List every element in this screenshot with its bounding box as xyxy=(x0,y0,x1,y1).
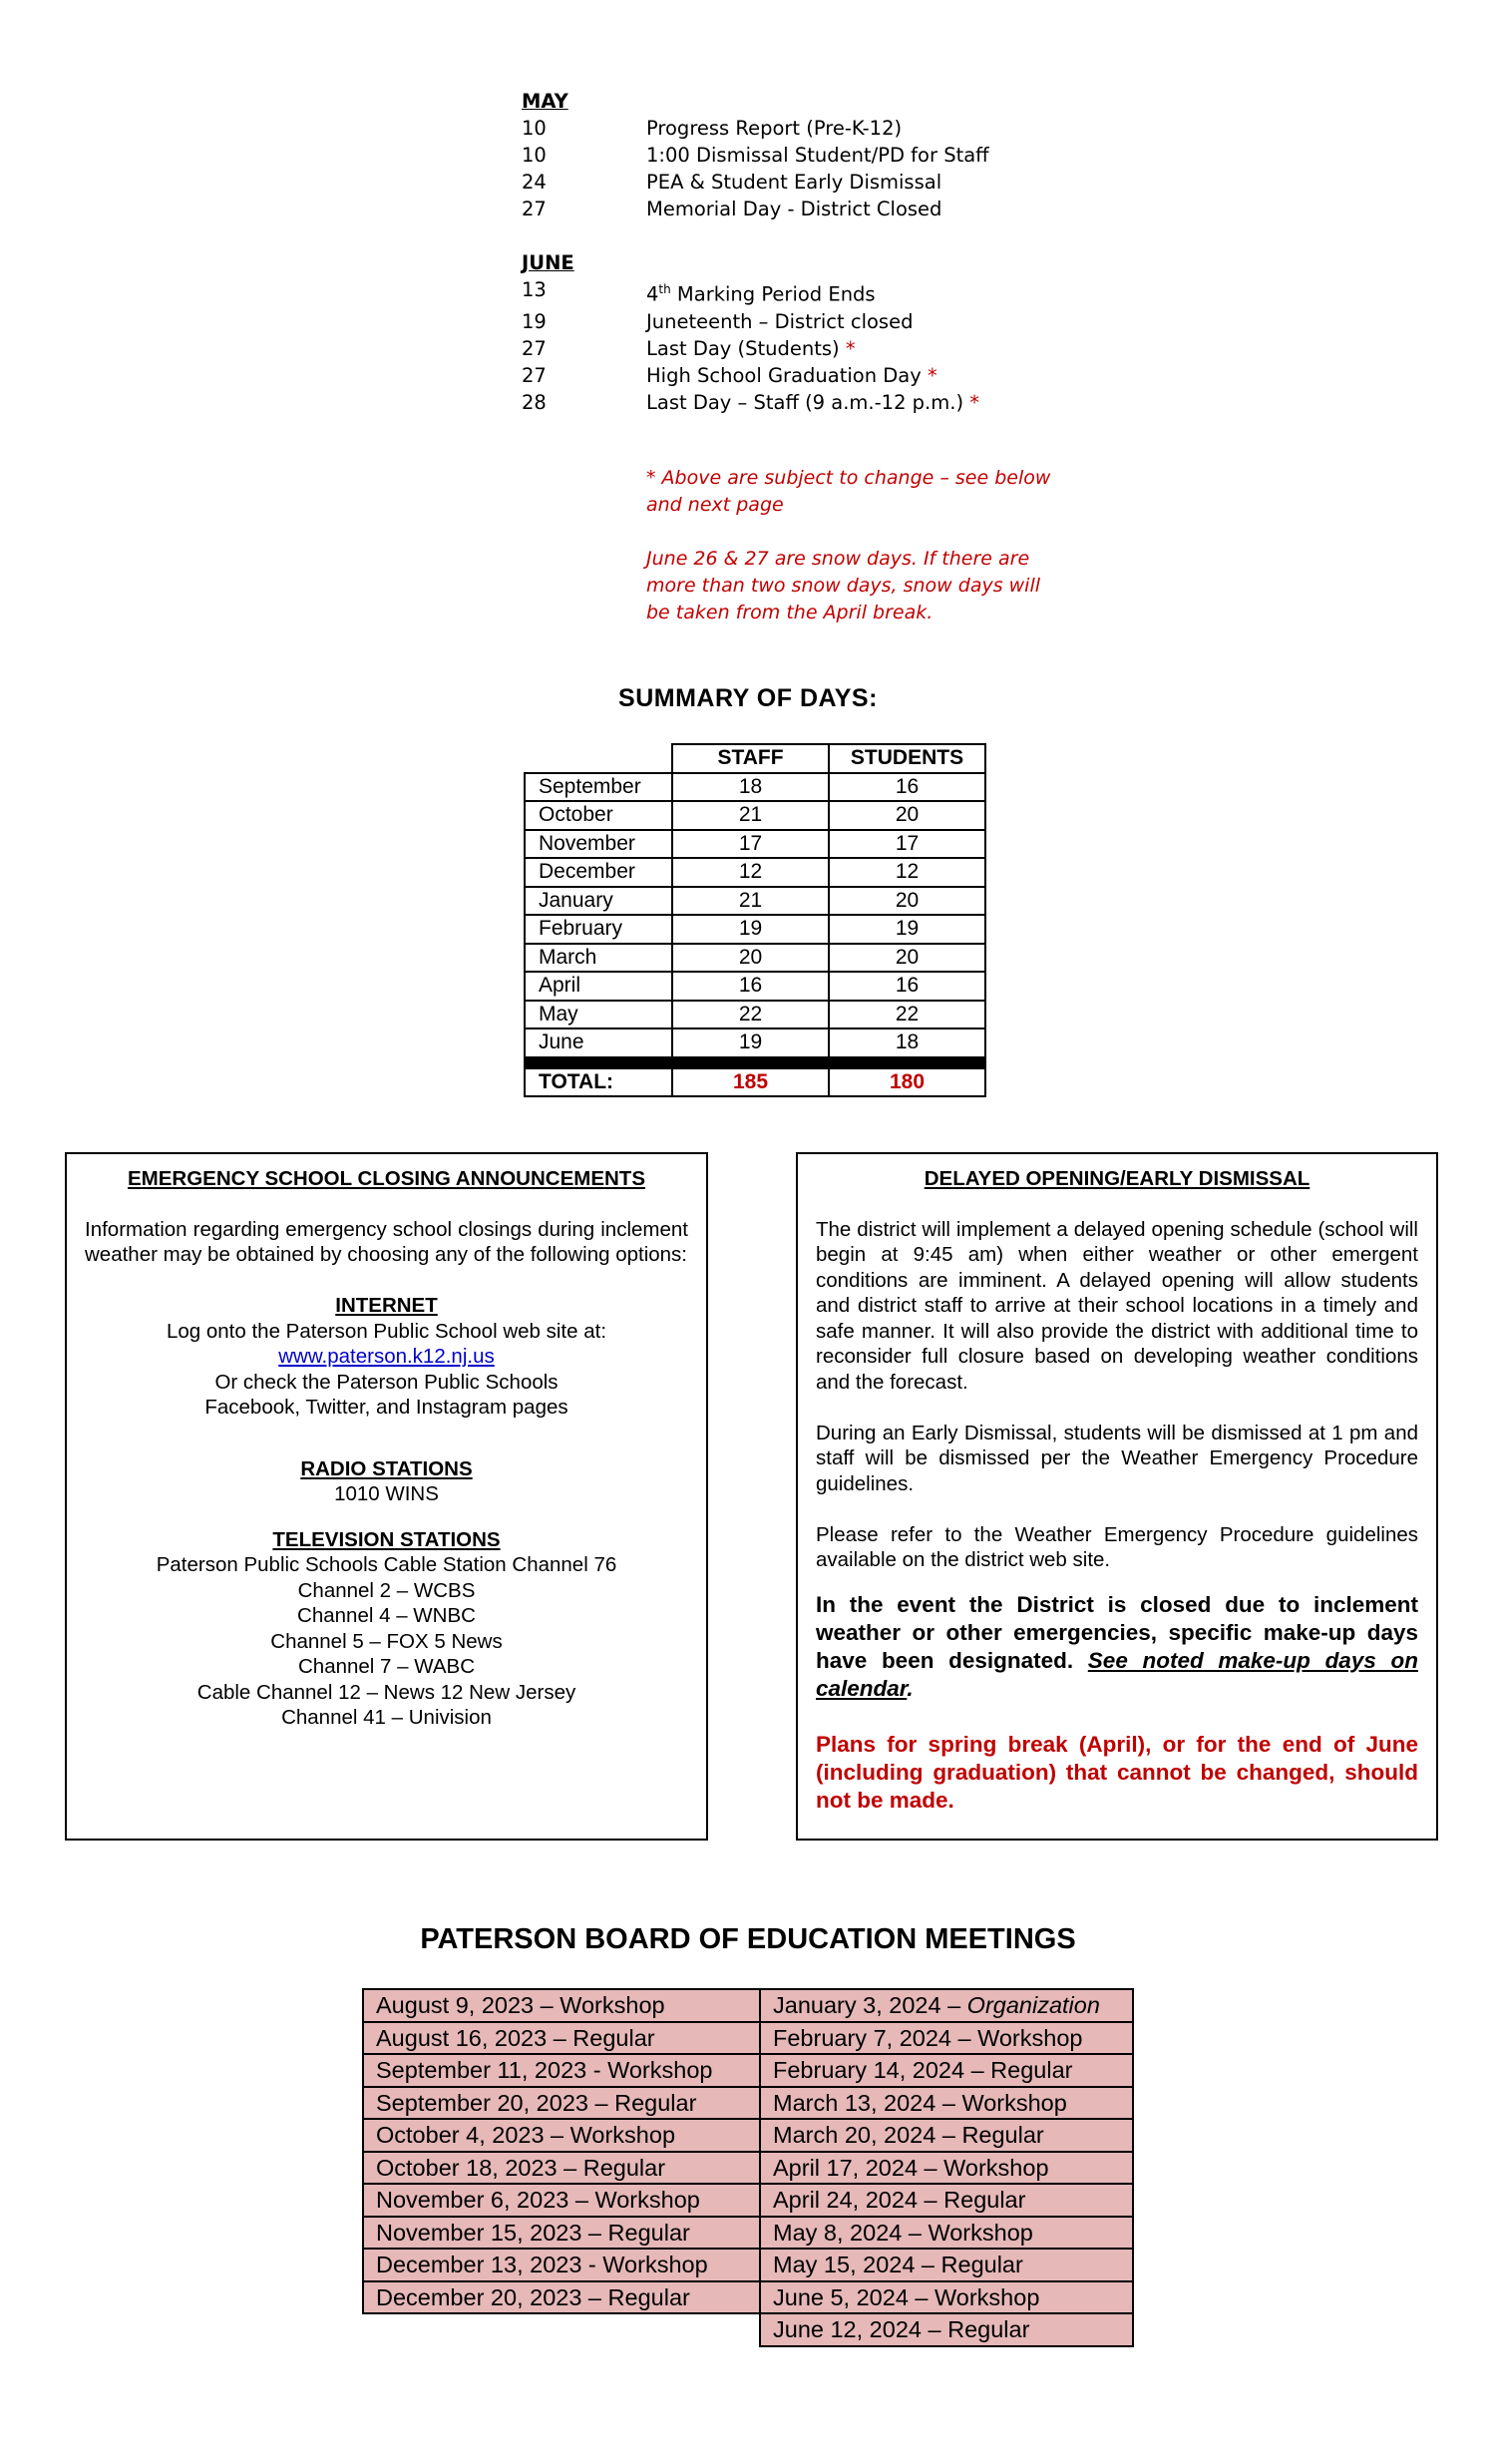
table-row xyxy=(525,801,985,830)
meeting-entry xyxy=(364,2153,761,2186)
meeting-date: October 18, 2023 – xyxy=(376,2154,583,2181)
table-row xyxy=(525,887,985,916)
social-media-pages: Facebook, Twitter, and Instagram pages xyxy=(204,1396,568,1419)
event-row xyxy=(522,362,1060,389)
event-description: Progress Report (Pre-K-12) xyxy=(646,117,903,140)
student-days-cell: 22 xyxy=(829,1001,985,1029)
student-days-cell: 20 xyxy=(829,887,985,916)
event-day: 19 xyxy=(522,309,547,333)
staff-days-cell: 22 xyxy=(672,1001,829,1029)
meeting-date: September 20, 2023 – xyxy=(376,2089,615,2116)
meeting-type: Workshop xyxy=(928,2219,1033,2246)
calendar-notes xyxy=(646,465,1065,626)
table-row xyxy=(525,944,985,973)
separator-cell xyxy=(525,1057,672,1068)
event-row xyxy=(522,142,1060,169)
internet-instructions: Log onto the Paterson Public School web site at: xyxy=(166,1319,607,1343)
meetings-title: PATERSON BOARD OF EDUCATION MEETINGS xyxy=(420,1923,1076,1955)
meeting-entry xyxy=(364,2088,761,2121)
makeup-days-emphasis: See noted make-up days on calendar xyxy=(816,1647,1418,1701)
student-days-cell: 16 xyxy=(829,773,985,802)
event-row xyxy=(522,169,1060,196)
event-description: 1:00 Dismissal Student/PD for Staff xyxy=(646,144,989,167)
meeting-type: Workshop xyxy=(569,2122,676,2148)
total-row xyxy=(525,1068,985,1097)
meeting-entry xyxy=(759,2153,1132,2186)
meeting-type: Workshop xyxy=(977,2024,1083,2051)
event-day: 27 xyxy=(522,198,547,220)
spacer xyxy=(816,1703,1418,1731)
event-day: 13 xyxy=(522,278,547,301)
meeting-type: Regular xyxy=(607,2219,690,2246)
meeting-entry xyxy=(759,2023,1132,2056)
meeting-type: Regular xyxy=(940,2252,1023,2277)
tv-station: Channel 2 – WCBS xyxy=(297,1578,476,1602)
delayed-box-title: DELAYED OPENING/EARLY DISMISSAL xyxy=(924,1167,1310,1190)
table-row xyxy=(525,915,985,944)
meeting-type: Workshop xyxy=(943,2154,1049,2181)
spacer xyxy=(816,1496,1418,1522)
meeting-date: April 17, 2024 – xyxy=(773,2154,944,2181)
meeting-date: February 7, 2024 – xyxy=(773,2024,978,2051)
table-row xyxy=(525,972,985,1001)
month-cell: March xyxy=(525,944,672,973)
month-cell: November xyxy=(525,830,672,859)
event-description: Memorial Day - District Closed xyxy=(646,198,942,220)
meeting-date: November 6, 2023 – xyxy=(376,2187,595,2213)
meeting-type: Regular xyxy=(947,2316,1030,2342)
table-separator xyxy=(525,1057,985,1068)
tv-station: Channel 5 – FOX 5 News xyxy=(270,1629,503,1653)
event-day: 27 xyxy=(522,363,547,387)
meeting-type: Workshop xyxy=(935,2283,1040,2310)
meeting-date: September 11, 2023 - xyxy=(376,2057,608,2083)
event-description: Last Day – Staff (9 a.m.-12 p.m.) xyxy=(646,390,970,414)
summary-table xyxy=(524,743,986,1097)
emergency-intro: Information regarding emergency school closings during inclement weather may be obtained by choosing any of the following options: xyxy=(85,1217,688,1266)
radio-heading: RADIO STATIONS xyxy=(300,1456,473,1480)
event-description-wrap xyxy=(646,335,1060,362)
tv-station: Paterson Public Schools Cable Station Channel 76 xyxy=(156,1553,617,1576)
ordinal-suffix: th xyxy=(658,282,671,296)
student-days-cell: 19 xyxy=(829,915,985,944)
table-row xyxy=(525,773,985,802)
meeting-date: December 20, 2023 – xyxy=(376,2283,608,2310)
makeup-days-notice xyxy=(816,1591,1418,1703)
meeting-date: October 4, 2023 – xyxy=(376,2122,570,2148)
event-description-wrap xyxy=(646,389,1060,416)
event-text: 4 xyxy=(646,282,659,306)
delayed-opening-paragraph: The district will implement a delayed opening schedule (school will begin at 9:45 am) when either weather or other emergent conditions are imminent. A delayed opening will allow students and district staff to arrive at their school locations in a timely and safe manner. It will also provide the district with additional time to reconsider full closure based on developing weather conditions and the forecast. xyxy=(816,1217,1418,1394)
month-cell: January xyxy=(525,887,672,916)
spring-break-warning: Plans for spring break (April), or for the end of June (including graduation) that cannot be changed, should not be made. xyxy=(816,1731,1418,1813)
meeting-date: March 13, 2024 – xyxy=(773,2089,962,2116)
event-description xyxy=(646,276,1060,308)
event-row xyxy=(522,196,1060,222)
tv-station: Channel 4 – WNBC xyxy=(297,1604,476,1627)
meeting-entry xyxy=(759,2314,1132,2347)
social-media-line: Or check the Paterson Public Schools xyxy=(214,1370,559,1394)
meeting-date: May 8, 2024 – xyxy=(773,2219,929,2246)
asterisk-marker: * xyxy=(845,336,856,360)
emergency-box-title: EMERGENCY SCHOOL CLOSING ANNOUNCEMENTS xyxy=(128,1167,645,1190)
meeting-date: April 24, 2024 – xyxy=(773,2187,944,2213)
meeting-date: December 13, 2023 - xyxy=(376,2252,603,2277)
header-blank-cell xyxy=(525,744,672,773)
total-label: TOTAL: xyxy=(525,1068,672,1097)
meeting-entry xyxy=(759,2282,1132,2315)
makeup-days-end: . xyxy=(907,1675,914,1701)
asterisk-marker: * xyxy=(969,390,980,414)
event-text: Marking Period Ends xyxy=(670,282,876,306)
meeting-type: Workshop xyxy=(961,2089,1067,2116)
tv-station: Channel 41 – Univision xyxy=(281,1706,492,1729)
staff-days-cell: 19 xyxy=(672,915,829,944)
meeting-date: August 9, 2023 – xyxy=(376,1992,561,2018)
table-row xyxy=(525,830,985,859)
student-days-cell: 17 xyxy=(829,830,985,859)
meeting-type: Regular xyxy=(961,2122,1044,2148)
event-description: Last Day (Students) xyxy=(646,336,846,360)
meetings-left-column xyxy=(362,1988,763,2314)
event-row xyxy=(522,276,1060,308)
meeting-type: Workshop xyxy=(560,1992,665,2018)
event-row xyxy=(522,308,1060,335)
staff-days-cell: 20 xyxy=(672,944,829,973)
event-description: PEA & Student Early Dismissal xyxy=(646,171,942,194)
meeting-entry xyxy=(759,2250,1132,2282)
meeting-type: Organization xyxy=(966,1992,1100,2018)
meeting-date: May 15, 2024 – xyxy=(773,2252,941,2277)
event-description: High School Graduation Day xyxy=(646,363,928,387)
radio-station: 1010 WINS xyxy=(334,1482,439,1505)
table-row xyxy=(525,1028,985,1057)
month-cell: October xyxy=(525,801,672,830)
spacer xyxy=(522,222,1060,249)
spacer xyxy=(85,1421,688,1456)
meeting-entry xyxy=(759,2088,1132,2121)
event-description: Juneteenth – District closed xyxy=(646,309,914,333)
website-link[interactable]: www.paterson.k12.nj.us xyxy=(278,1345,495,1368)
emergency-closing-box xyxy=(65,1152,708,1841)
meeting-type: Regular xyxy=(990,2057,1073,2083)
event-row xyxy=(522,335,1060,362)
event-description-wrap xyxy=(646,362,1060,389)
month-cell: June xyxy=(525,1028,672,1057)
spacer xyxy=(85,1507,688,1527)
staff-days-cell: 21 xyxy=(672,801,829,830)
meetings-right-column xyxy=(759,1988,1134,2347)
event-row xyxy=(522,115,1060,142)
staff-days-cell: 12 xyxy=(672,858,829,887)
event-day: 10 xyxy=(522,144,547,167)
meeting-entry xyxy=(364,2185,761,2218)
month-heading: JUNE xyxy=(522,251,574,274)
student-days-cell: 18 xyxy=(829,1028,985,1057)
meeting-entry xyxy=(759,2055,1132,2088)
spacer xyxy=(85,1268,688,1294)
month-cell: May xyxy=(525,1001,672,1029)
meeting-date: January 3, 2024 – xyxy=(773,1992,967,2018)
event-day: 24 xyxy=(522,171,547,194)
meeting-entry xyxy=(759,2185,1132,2218)
meeting-entry xyxy=(759,2120,1132,2153)
meeting-type: Regular xyxy=(607,2283,690,2310)
meeting-date: August 16, 2023 – xyxy=(376,2024,573,2051)
meeting-entry xyxy=(364,2218,761,2251)
meeting-entry xyxy=(364,2120,761,2153)
asterisk-marker: * xyxy=(927,363,937,387)
meeting-entry xyxy=(364,2250,761,2282)
meeting-date: March 20, 2024 – xyxy=(773,2122,962,2148)
meeting-type: Regular xyxy=(943,2187,1026,2213)
separator-cell xyxy=(672,1057,829,1068)
meeting-type: Workshop xyxy=(602,2252,708,2277)
total-students: 180 xyxy=(829,1068,985,1097)
student-days-cell: 12 xyxy=(829,858,985,887)
guidelines-paragraph: Please refer to the Weather Emergency Procedure guidelines available on the district web site. xyxy=(816,1522,1418,1571)
summary-body xyxy=(525,773,985,1097)
staff-column-header: STAFF xyxy=(672,744,829,773)
table-row xyxy=(525,1001,985,1029)
staff-days-cell: 17 xyxy=(672,830,829,859)
tv-station: Channel 7 – WABC xyxy=(298,1655,475,1678)
meeting-entry xyxy=(364,2282,761,2315)
staff-days-cell: 16 xyxy=(672,972,829,1001)
total-staff: 185 xyxy=(672,1068,829,1097)
meeting-type: Regular xyxy=(614,2089,697,2116)
table-header-row xyxy=(525,744,985,773)
event-day: 28 xyxy=(522,390,547,414)
meeting-type: Regular xyxy=(582,2154,666,2181)
spacer xyxy=(816,1395,1418,1421)
students-column-header: STUDENTS xyxy=(829,744,985,773)
spacer xyxy=(816,1573,1418,1591)
meeting-date: November 15, 2023 – xyxy=(376,2219,608,2246)
meeting-entry xyxy=(364,2055,761,2088)
event-day: 10 xyxy=(522,117,547,140)
separator-cell xyxy=(829,1057,985,1068)
meeting-type: Workshop xyxy=(594,2187,700,2213)
tv-station: Cable Channel 12 – News 12 New Jersey xyxy=(196,1680,576,1704)
event-row xyxy=(522,389,1060,416)
meeting-entry xyxy=(364,1990,761,2023)
month-cell: September xyxy=(525,773,672,802)
staff-days-cell: 21 xyxy=(672,887,829,916)
month-cell: February xyxy=(525,915,672,944)
meeting-entry xyxy=(759,1990,1132,2023)
month-cell: April xyxy=(525,972,672,1001)
early-dismissal-paragraph: During an Early Dismissal, students will be dismissed at 1 pm and staff will be dismissed per the Weather Emergency Procedure guidelines. xyxy=(816,1421,1418,1495)
tv-heading: TELEVISION STATIONS xyxy=(272,1527,501,1551)
student-days-cell: 20 xyxy=(829,944,985,973)
delayed-opening-box xyxy=(796,1152,1438,1841)
meeting-date: June 5, 2024 – xyxy=(773,2283,935,2310)
meeting-type: Regular xyxy=(572,2024,655,2051)
meeting-entry xyxy=(364,2023,761,2056)
website-link-wrap xyxy=(85,1344,688,1370)
event-day: 27 xyxy=(522,336,547,360)
internet-heading: INTERNET xyxy=(335,1294,438,1317)
staff-days-cell: 18 xyxy=(672,773,829,802)
meeting-type: Workshop xyxy=(607,2057,713,2083)
meeting-date: June 12, 2024 – xyxy=(773,2316,948,2342)
makeup-days-text: In the event the District is closed due to inclement weather or other emergencies, specific make-up days have been designated. xyxy=(816,1591,1418,1673)
student-days-cell: 20 xyxy=(829,801,985,830)
snow-days-note: June 26 & 27 are snow days. If there are more than two snow days, snow days will be taken from the April break. xyxy=(646,548,1041,623)
change-note: * Above are subject to change – see below and next page xyxy=(646,467,1051,516)
table-row xyxy=(525,858,985,887)
student-days-cell: 16 xyxy=(829,972,985,1001)
meeting-date: February 14, 2024 – xyxy=(773,2057,991,2083)
calendar-events xyxy=(522,88,1060,416)
month-cell: December xyxy=(525,858,672,887)
staff-days-cell: 19 xyxy=(672,1028,829,1057)
meeting-entry xyxy=(759,2218,1132,2251)
summary-title: SUMMARY OF DAYS: xyxy=(618,684,878,712)
month-heading: MAY xyxy=(522,90,568,113)
